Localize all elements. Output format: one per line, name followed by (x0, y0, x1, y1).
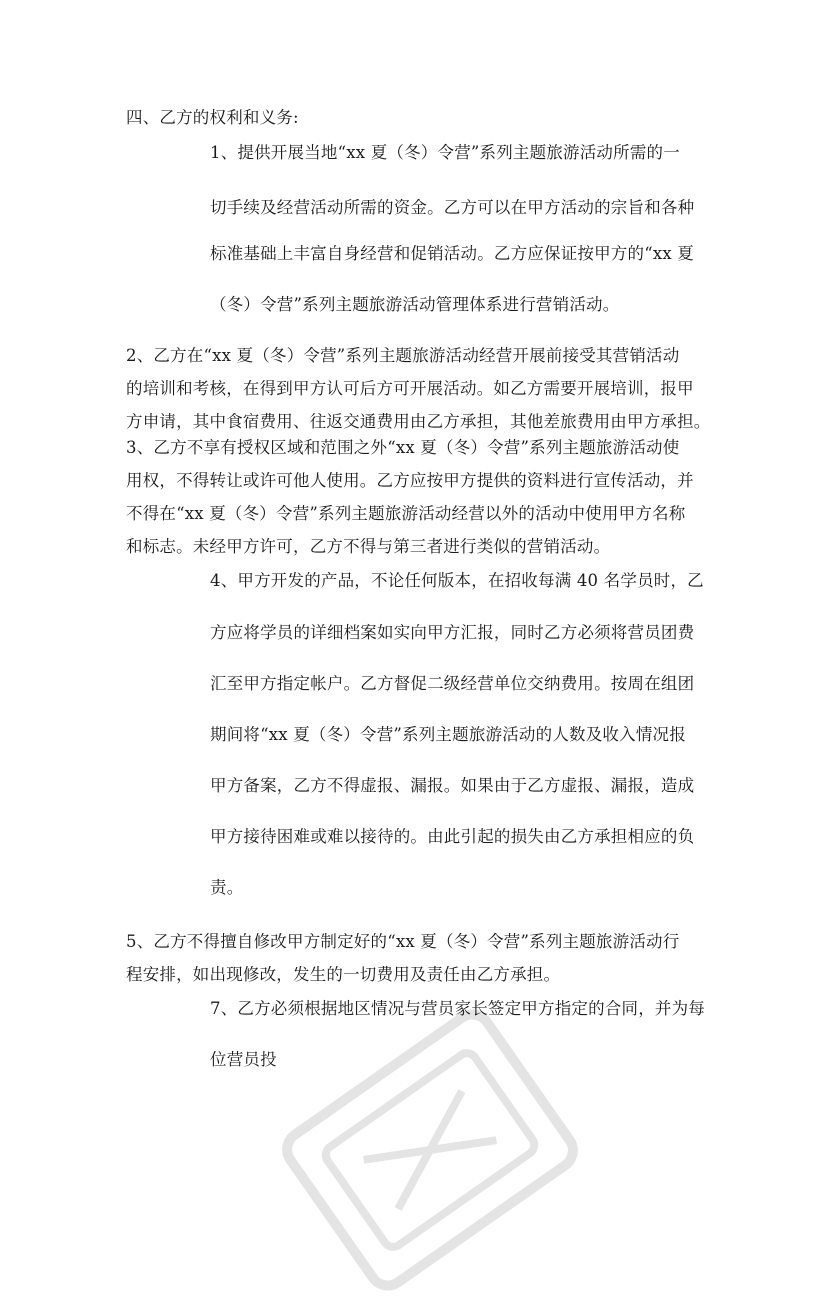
clause-1-line-2: 切手续及经营活动所需的资金。乙方可以在甲方活动的宗旨和各种 (210, 198, 695, 217)
clause-5-line-2: 程安排，如出现修改，发生的一切费用及责任由乙方承担。 (126, 965, 561, 984)
clause-1-line-3: 标准基础上丰富自身经营和促销活动。乙方应保证按甲方的“xx 夏 (210, 244, 694, 263)
clause-7-line-1: 7、乙方必须根据地区情况与营员家长签定甲方指定的合同，并为每 (210, 999, 705, 1018)
clause-1-line-1: 1、提供开展当地“xx 夏（冬）令营”系列主题旅游活动所需的一 (210, 143, 680, 162)
clause-2-line-2: 的培训和考核，在得到甲方认可后方可开展活动。如乙方需要开展培训，报甲 (126, 379, 694, 398)
clause-4-line-2: 方应将学员的详细档案如实向甲方汇报，同时乙方必须将营员团费 (210, 623, 695, 642)
clause-2-line-3: 方申请，其中食宿费用、往返交通费用由乙方承担，其他差旅费用由甲方承担。 (126, 412, 711, 431)
clause-3-line-1: 3、乙方不享有授权区域和范围之外“xx 夏（冬）令营”系列主题旅游活动使 (126, 438, 680, 457)
clause-3-line-2: 用权，不得转让或许可他人使用。乙方应按甲方提供的资料进行宣传活动，并 (126, 471, 694, 490)
clause-3-line-4: 和标志。未经甲方许可，乙方不得与第三者进行类似的营销活动。 (126, 537, 611, 556)
clause-2-line-1: 2、乙方在“xx 夏（冬）令营”系列主题旅游活动经营开展前接受其营销活动 (126, 346, 680, 365)
clause-4-line-7: 责。 (210, 878, 244, 897)
section-heading: 四、乙方的权利和义务: (126, 108, 299, 127)
clause-4-line-5: 甲方备案，乙方不得虚报、漏报。如果由于乙方虚报、漏报，造成 (210, 776, 695, 795)
clause-3-line-3: 不得在“xx 夏（冬）令营”系列主题旅游活动经营以外的活动中使用甲方名称 (126, 504, 686, 523)
clause-5-line-1: 5、乙方不得擅自修改甲方制定好的“xx 夏（冬）令营”系列主题旅游活动行 (126, 932, 680, 951)
clause-1-line-4: （冬）令营”系列主题旅游活动管理体系进行营销活动。 (210, 295, 620, 314)
clause-7-line-2: 位营员投 (210, 1050, 277, 1069)
clause-4-line-4: 期间将“xx 夏（冬）令营”系列主题旅游活动的人数及收入情况报 (210, 725, 686, 744)
clause-4-line-6: 甲方接待困难或难以接待的。由此引起的损失由乙方承担相应的负 (210, 827, 695, 846)
clause-4-line-1: 4、甲方开发的产品，不论任何版本，在招收每满 40 名学员时，乙 (210, 571, 704, 590)
watermark-logo (266, 994, 594, 1306)
clause-4-line-3: 汇至甲方指定帐户。乙方督促二级经营单位交纳费用。按周在组团 (210, 674, 695, 693)
